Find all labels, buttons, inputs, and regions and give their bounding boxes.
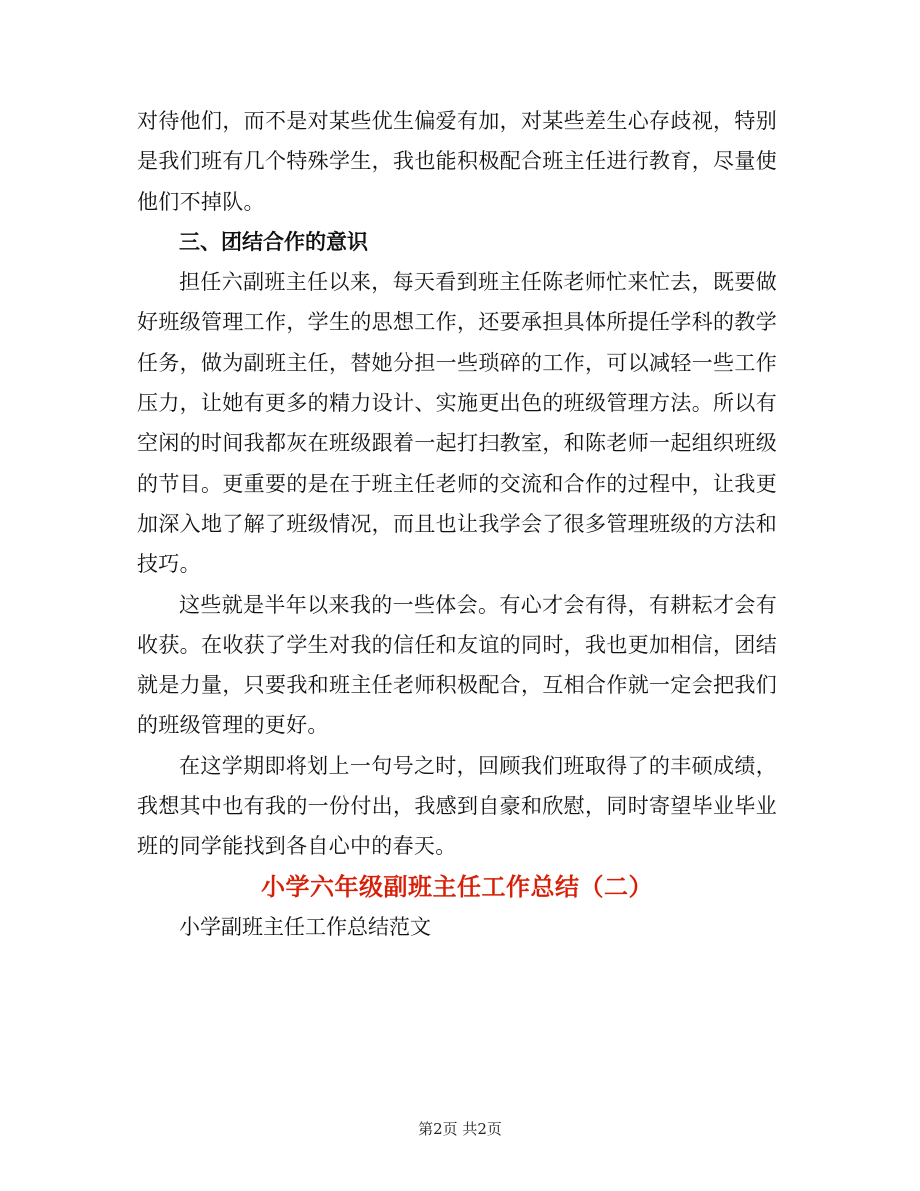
paragraph-teamwork: 担任六副班主任以来，每天看到班主任陈老师忙来忙去，既要做好班级管理工作，学生的思想工作，还要承担具体所提任学科的教学任务，做为副班主任，替她分担一些琐碎的工作，可以减轻一些工作压力，让她有更多的精力设计、实施更出色的班级管理方法。所以有空闲的时间我都灰在班级跟着一起打扫教室，和陈老师一起组织班级的节目。更重要的是在于班主任老师的交流和合作的过程中，让我更加深入地了解了班级情况，而且也让我学会了很多管理班级的方法和技巧。 xyxy=(137,270,777,577)
paragraph-closing: 在这学期即将划上一句号之时，回顾我们班取得了的丰硕成绩，我想其中也有我的一份付出，我感到自豪和欣慰，同时寄望毕业毕业班的同学能找到各自心中的春天。 xyxy=(137,753,777,859)
paragraph-continued: 对待他们，而不是对某些优生偏爱有加，对某些差生心存歧视，特别是我们班有几个特殊学生，我也能积极配合班主任进行教育，尽量使他们不掉队。 xyxy=(137,109,777,214)
paragraph-summary: 这些就是半年以来我的一些体会。有心才会有得，有耕耘才会有收获。在收获了学生对我的信任和友谊的同时，我也更加相信，团结就是力量，只要我和班主任老师积极配合，互相合作就一定会把我们的班级管理的更好。 xyxy=(137,592,777,738)
page-number-footer: 第2页 共2页 xyxy=(418,1120,502,1138)
document-body xyxy=(137,101,777,947)
next-document-title: 小学六年级副班主任工作总结（二） xyxy=(261,871,653,901)
next-document-subtitle: 小学副班主任工作总结范文 xyxy=(179,914,431,939)
section-heading: 三、团结合作的意识 xyxy=(179,228,368,254)
